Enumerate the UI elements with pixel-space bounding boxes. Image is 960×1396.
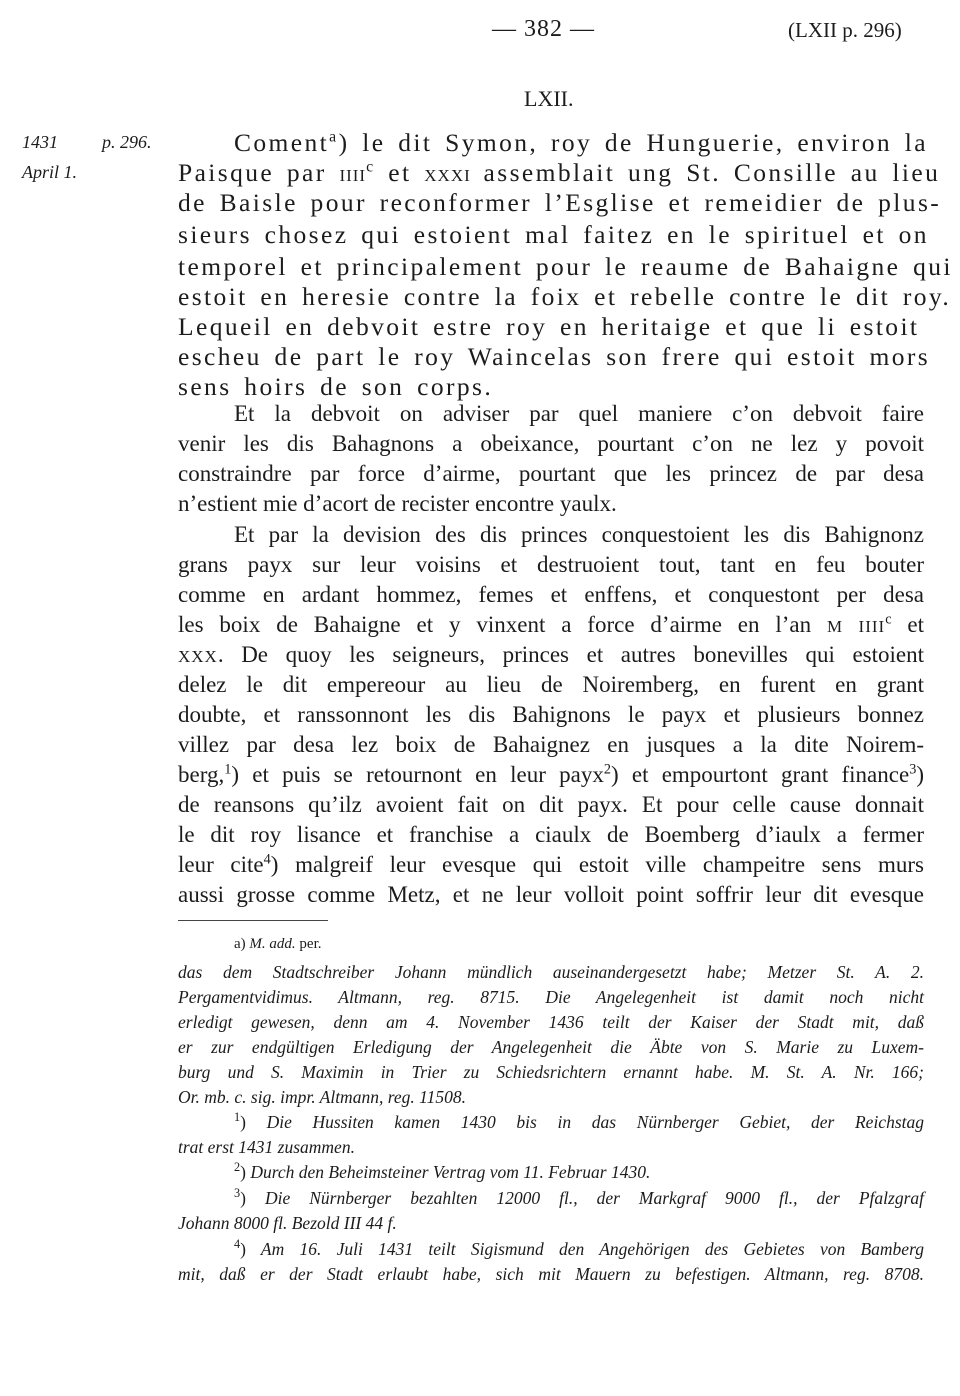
margin-year: 1431 bbox=[22, 132, 58, 152]
margin-page-ref: p. 296. bbox=[102, 132, 152, 152]
footnote-3: $^3$) Die Nürnberger bezahlten 12000 fl., der Markgraf 9000 fl., der Pfalzgraf bbox=[234, 1186, 924, 1208]
body-line: le dit roy lisance et franchise a ciaulx de Boemberg d’iaulx a fermer bbox=[178, 822, 924, 847]
footnote-2: $^2$) Durch den Beheimsteiner Vertrag vom 11. Februar 1430. bbox=[234, 1160, 651, 1182]
page-number: — 382 — bbox=[492, 16, 595, 42]
body-line: escheu de part le roy Waincelas son frere qui estoit mors bbox=[178, 342, 931, 371]
body-line: delez le dit empereour au lieu de Noiremberg, en furent en grant bbox=[178, 672, 924, 697]
body-line: sieurs chosez qui estoient mal faitez en le spirituel et on bbox=[178, 220, 929, 249]
footnote-marker: a bbox=[329, 128, 339, 146]
body-line: venir les dis Bahagnons a obeixance, pourtant c’on ne lez y povoit bbox=[178, 431, 924, 456]
body-line: les boix de Bahaigne et y vinxent a force d’airme en l’an M IIII$^c$ et bbox=[178, 611, 924, 637]
body-line: villez par desa lez boix de Bahaignez en jusques a la dite Noirem- bbox=[178, 732, 924, 757]
body-line: Coment$^a$) le dit Symon, roy de Hunguerie, environ la bbox=[234, 128, 928, 157]
body-line: leur cite$^4$) malgreif leur evesque qui estoit ville champeitre sens murs bbox=[178, 851, 924, 877]
footnote-divider bbox=[178, 920, 328, 921]
footnote-line: Johann 8000 fl. Bezold III 44 f. bbox=[178, 1213, 397, 1233]
body-line: de Baisle pour reconformer l’Esglise et remeidier de plus- bbox=[178, 188, 942, 217]
body-line: n’estient mie d’acort de recister encontre yaulx. bbox=[178, 491, 617, 516]
footnote-line: Or. mb. c. sig. impr. Altmann, reg. 11508. bbox=[178, 1087, 466, 1107]
body-line: berg,$^1$) et puis se retournont en leur payx$^2$) et empourtont grant finance$^3$) bbox=[178, 761, 924, 787]
body-line: Et par la devision des dis princes conquestoient les dis Bahignonz bbox=[234, 522, 924, 547]
body-line: grans payx sur leur voisins et destruoient tout, tant en feu bouter bbox=[178, 552, 924, 577]
footnote-4: $^4$) Am 16. Juli 1431 teilt Sigismund den Angehörigen des Gebietes von Bamberg bbox=[234, 1237, 924, 1259]
document-number: LXII. bbox=[524, 86, 574, 111]
body-line: comme en ardant hommez, femes et enffens, et conquestont per desa bbox=[178, 582, 924, 607]
source-reference: (LXII p. 296) bbox=[788, 18, 902, 42]
footnote-line: erledigt gewesen, denn am 4. November 1436 teilt der Kaiser der Stadt mit, daß bbox=[178, 1012, 924, 1032]
body-line: aussi grosse comme Metz, et ne leur volloit point soffrir leur dit evesque bbox=[178, 882, 924, 907]
footnote-line: mit, daß er der Stadt erlaubt habe, sich mit Mauern zu befestigen. Altmann, reg. 8708. bbox=[178, 1264, 924, 1284]
body-line: doubte, et ranssonnont les dis Bahignons le payx et plusieurs bonnez bbox=[178, 702, 924, 727]
footnote-line: Pergamentvidimus. Altmann, reg. 8715. Die Angelegenheit ist damit noch nicht bbox=[178, 987, 924, 1007]
body-line: XXX. De quoy les seigneurs, princes et autres bonevilles qui estoient bbox=[178, 642, 924, 667]
footnote-1: $^1$) Die Hussiten kamen 1430 bis in das Nürnberger Gebiet, der Reichstag bbox=[234, 1110, 924, 1132]
footnote-line: burg und S. Maximin in Trier zu Schiedsrichtern ernannt habe. M. St. A. Nr. 166; bbox=[178, 1062, 924, 1082]
body-line: Et la debvoit on adviser par quel maniere c’on debvoit faire bbox=[234, 401, 924, 426]
body-line: constraindre par force d’airme, pourtant que les princez de par desa bbox=[178, 461, 924, 486]
body-line: estoit en heresie contre la foix et rebelle contre le dit roy. bbox=[178, 282, 952, 311]
body-line: Lequeil en debvoit estre roy en heritaige et que li estoit bbox=[178, 312, 920, 341]
body-line: Paisque par IIII$^c$ et XXXI assemblait ung St. Consille au lieu bbox=[178, 158, 941, 187]
footnote-a: a) M. add. per. bbox=[234, 936, 322, 952]
footnote-line: das dem Stadtschreiber Johann mündlich auseinandergesetzt habe; Metzer St. A. 2. bbox=[178, 962, 924, 982]
body-line: de reansons qu’ilz avoient fait on dit payx. Et pour celle cause donnait bbox=[178, 792, 924, 817]
footnote-line: er zur endgültigen Erledigung der Angelegenheit die Äbte von S. Marie zu Luxem- bbox=[178, 1037, 924, 1057]
body-line: sens hoirs de son corps. bbox=[178, 372, 494, 401]
footnote-line: trat erst 1431 zusammen. bbox=[178, 1137, 355, 1157]
margin-date: April 1. bbox=[22, 162, 78, 182]
body-line: temporel et principalement pour le reaume de Bahaigne qui bbox=[178, 252, 953, 281]
